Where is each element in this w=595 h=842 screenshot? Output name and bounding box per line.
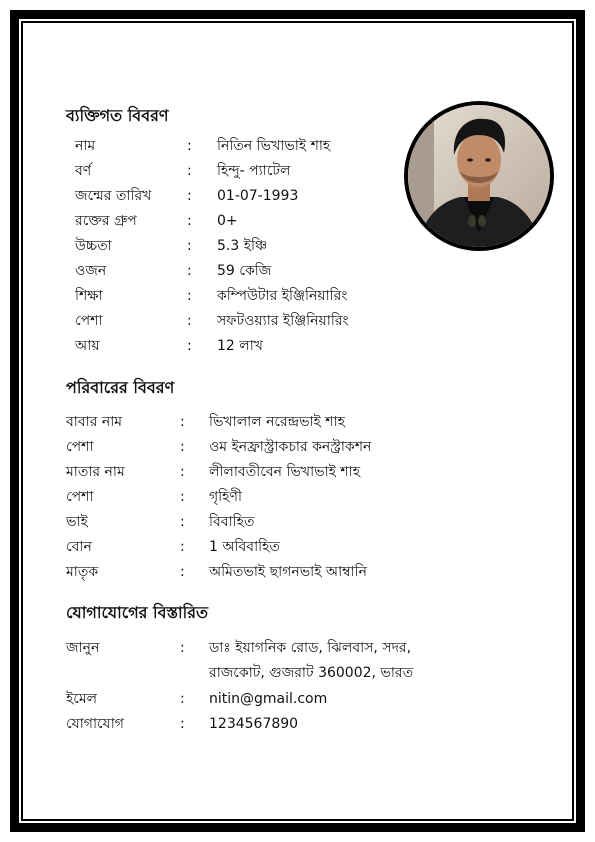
family-detail-value: বিবাহিত bbox=[209, 514, 255, 530]
separator: : bbox=[187, 288, 192, 304]
personal-detail-value: সফটওয়্যার ইঞ্জিনিয়ারিং bbox=[217, 313, 349, 329]
family-detail-row bbox=[0, 411, 595, 433]
personal-detail-value: 0+ bbox=[217, 213, 238, 229]
contact-row-email bbox=[0, 688, 595, 710]
separator: : bbox=[187, 263, 192, 279]
family-detail-value: অমিতভাই ছাগনভাই আম্বানি bbox=[209, 564, 367, 580]
family-detail-label: মাতৃক bbox=[66, 564, 99, 580]
personal-detail-row bbox=[0, 285, 595, 307]
family-details-heading: পরিবারের বিবরণ bbox=[66, 378, 175, 397]
personal-detail-label: রক্তের গ্রুপ bbox=[75, 213, 137, 229]
family-detail-row bbox=[0, 511, 595, 533]
family-detail-value: ভিখালাল নরেন্দ্রভাই শাহ bbox=[209, 414, 345, 430]
separator: : bbox=[187, 313, 192, 329]
personal-detail-row bbox=[0, 260, 595, 282]
contact-row-address bbox=[0, 637, 595, 659]
address-label: জানুন bbox=[66, 640, 100, 656]
personal-detail-row bbox=[0, 235, 595, 257]
address-line-2: রাজকোট, গুজরাট 360002, ভারত bbox=[209, 665, 414, 681]
separator: : bbox=[187, 138, 192, 154]
personal-detail-value: 5.3 ইঞ্চি bbox=[217, 238, 268, 254]
family-detail-label: ভাই bbox=[66, 514, 88, 530]
separator: : bbox=[187, 213, 192, 229]
separator: : bbox=[180, 640, 185, 656]
email-value[interactable]: nitin@gmail.com bbox=[209, 691, 328, 707]
family-detail-label: পেশা bbox=[66, 439, 94, 455]
family-detail-value: ওম ইনফ্রাস্ট্রাকচার কনস্ট্রাকশন bbox=[209, 439, 372, 455]
contact-row-phone bbox=[0, 713, 595, 735]
personal-detail-label: শিক্ষা bbox=[75, 288, 103, 304]
personal-detail-row bbox=[0, 310, 595, 332]
personal-detail-row bbox=[0, 210, 595, 232]
family-detail-row bbox=[0, 561, 595, 583]
separator: : bbox=[187, 163, 192, 179]
personal-detail-row bbox=[0, 185, 595, 207]
personal-detail-label: পেশা bbox=[75, 313, 103, 329]
separator: : bbox=[187, 188, 192, 204]
family-detail-row bbox=[0, 486, 595, 508]
separator: : bbox=[180, 539, 185, 555]
personal-detail-value: নিতিন ভিখাভাই শাহ bbox=[217, 138, 331, 154]
personal-detail-row bbox=[0, 135, 595, 157]
personal-detail-value: হিন্দু- প্যাটেল bbox=[217, 163, 291, 179]
personal-detail-label: আয় bbox=[75, 338, 100, 354]
separator: : bbox=[180, 489, 185, 505]
separator: : bbox=[180, 716, 185, 732]
personal-detail-value: 01-07-1993 bbox=[217, 188, 299, 204]
personal-details-heading: ব্যক্তিগত বিবরণ bbox=[66, 106, 169, 125]
family-detail-value: গৃহিণী bbox=[209, 489, 243, 505]
address-line-1: ডাঃ ইয়াগনিক রোড, ঝিলবাস, সদর, bbox=[209, 640, 412, 656]
separator: : bbox=[180, 464, 185, 480]
personal-detail-value: 59 কেজি bbox=[217, 263, 272, 279]
family-detail-label: পেশা bbox=[66, 489, 94, 505]
contact-details-heading: যোগাযোগের বিস্তারিত bbox=[66, 603, 209, 622]
family-detail-label: বাবার নাম bbox=[66, 414, 123, 430]
email-label: ইমেল bbox=[66, 691, 98, 707]
family-detail-row bbox=[0, 536, 595, 558]
separator: : bbox=[180, 414, 185, 430]
personal-detail-label: উচ্চতা bbox=[75, 238, 112, 254]
separator: : bbox=[180, 439, 185, 455]
family-detail-label: মাতার নাম bbox=[66, 464, 125, 480]
contact-row-address-cont bbox=[0, 662, 595, 684]
personal-detail-value: 12 লাখ bbox=[217, 338, 263, 354]
personal-detail-label: বর্ণ bbox=[75, 163, 92, 179]
separator: : bbox=[180, 564, 185, 580]
separator: : bbox=[180, 514, 185, 530]
phone-value[interactable]: 1234567890 bbox=[209, 716, 299, 732]
family-detail-label: বোন bbox=[66, 539, 92, 555]
family-detail-row bbox=[0, 461, 595, 483]
personal-detail-label: নাম bbox=[75, 138, 96, 154]
family-detail-value: লীলাবতীবেন ভিখাভাই শাহ bbox=[209, 464, 361, 480]
personal-detail-value: কম্পিউটার ইঞ্জিনিয়ারিং bbox=[217, 288, 348, 304]
phone-label: যোগাযোগ bbox=[66, 716, 124, 732]
separator: : bbox=[187, 238, 192, 254]
personal-detail-row bbox=[0, 335, 595, 357]
family-detail-row bbox=[0, 436, 595, 458]
family-detail-value: 1 অবিবাহিত bbox=[209, 539, 280, 555]
personal-detail-label: ওজন bbox=[75, 263, 107, 279]
separator: : bbox=[187, 338, 192, 354]
personal-detail-label: জন্মের তারিখ bbox=[75, 188, 152, 204]
separator: : bbox=[180, 691, 185, 707]
personal-detail-row bbox=[0, 160, 595, 182]
